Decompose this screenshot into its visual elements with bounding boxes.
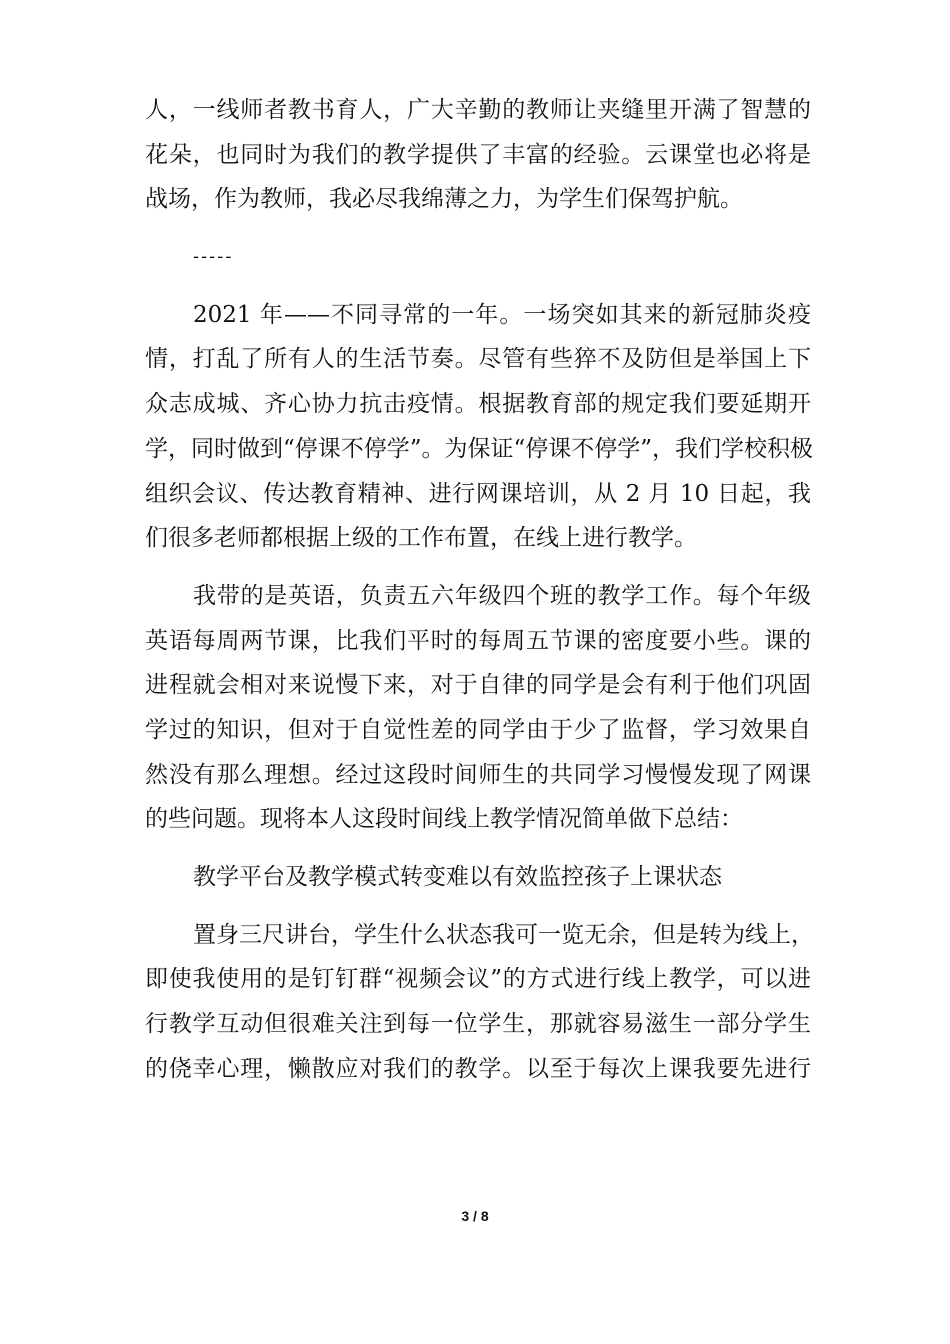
page-number: 3 / 8 [461,1208,489,1224]
text-line: 们很多老师都根据上级的工作布置，在线上进行教学。 [145,525,697,552]
text-line: 即使我使用的是钉钉群“视频会议”的方式进行线上教学，可以进 [145,966,811,993]
separator-dashes: ----- [193,246,234,268]
section-heading [145,855,811,900]
text-line: 学过的知识，但对于自觉性差的同学由于少了监督，学习效果自 [145,716,811,743]
text-line: 英语每周两节课，比我们平时的每周五节课的密度要小些。课的 [145,627,811,654]
text-line: 花朵，也同时为我们的教学提供了丰富的经验。云课堂也必将是 [145,141,811,168]
paragraph-teaching [145,574,811,842]
heading-line: 教学平台及教学模式转变难以有效监控孩子上课状态 [193,864,722,890]
body-text [145,88,814,1091]
text-line: 的些问题。现将本人这段时间线上教学情况简单做下总结： [145,806,743,833]
paragraph-continuation [145,88,811,222]
section-separator [145,235,811,280]
text-line: 行教学互动但很难关注到每一位学生，那就容易滋生一部分学生 [145,1011,811,1038]
paragraph-platform [145,913,814,1092]
text-line: 人，一线师者教书育人，广大辛勤的教师让夹缝里开满了智慧的 [145,97,811,123]
text-line: 的侥幸心理，懒散应对我们的教学。以至于每次上课我要先进行 [145,1055,811,1082]
text-line: 置身三尺讲台，学生什么状态我可一览无余，但是转为线上， [193,921,814,948]
text-line: 情，打乱了所有人的生活节奏。尽管有些猝不及防但是举国上下 [145,346,811,373]
text-line: 组织会议、传达教育精神、进行网课培训，从 2 月 10 日起，我 [145,480,811,507]
text-line: 然没有那么理想。经过这段时间师生的共同学习慢慢发现了网课 [145,761,811,788]
text-line: 学，同时做到“停课不停学”。为保证“停课不停学”，我们学校积极 [145,435,814,462]
text-line: 2021 年——不同寻常的一年。一场突如其来的新冠肺炎疫 [193,301,811,328]
text-line: 进程就会相对来说慢下来，对于自律的同学是会有利于他们巩固 [145,672,811,699]
text-line: 众志成城、齐心协力抗击疫情。根据教育部的规定我们要延期开 [145,391,811,418]
text-line: 战场，作为教师，我必尽我绵薄之力，为学生们保驾护航。 [145,186,743,213]
text-line: 我带的是英语，负责五六年级四个班的教学工作。每个年级 [193,582,811,609]
paragraph-intro [145,293,814,561]
